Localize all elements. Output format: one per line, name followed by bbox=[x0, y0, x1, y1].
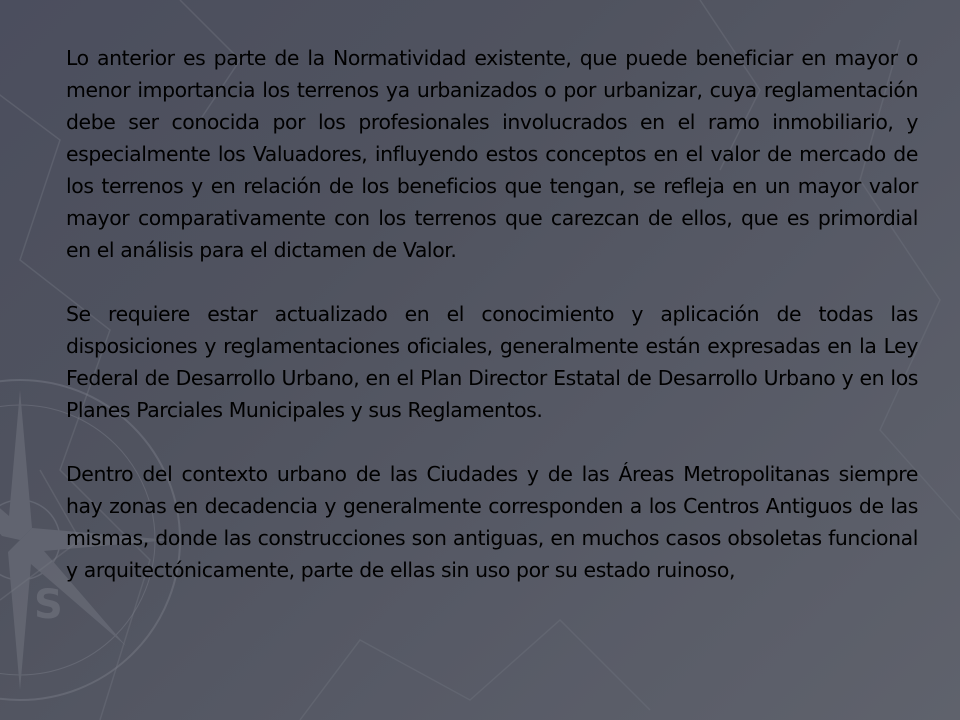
paragraph-contexto-urbano: Dentro del contexto urbano de las Ciudades y de las Áreas Metropolitanas siempre hay zonas en decadencia y generalmente corresponden a los Centros Antiguos de las mismas, donde las construcciones son antiguas, en muchos casos obsoletas funcional y arquitectónicamente, parte de ellas sin uso por su estado ruinoso, bbox=[66, 462, 918, 582]
compass-label-s: S bbox=[34, 582, 63, 628]
slide-body bbox=[66, 42, 918, 702]
paragraph-normatividad: Lo anterior es parte de la Normatividad existente, que puede beneficiar en mayor o menor importancia los terrenos ya urbanizados o por urbanizar, cuya reglamentación debe ser conocida por los profesionales involucrados en el ramo inmobiliario, y especialmente los Valuadores, influyendo estos conceptos en el valor de mercado de los terrenos y en relación de los beneficios que tengan, se refleja en un mayor valor mayor comparativamente con los terrenos que carezcan de ellos, que es primordial en el análisis para el dictamen de Valor. bbox=[66, 46, 918, 262]
paragraph-disposiciones: Se requiere estar actualizado en el conocimiento y aplicación de todas las disposiciones y reglamentaciones oficiales, generalmente están expresadas en la Ley Federal de Desarrollo Urbano, en el Plan Director Estatal de Desarrollo Urbano y en los Planes Parciales Municipales y sus Reglamentos. bbox=[66, 302, 918, 422]
